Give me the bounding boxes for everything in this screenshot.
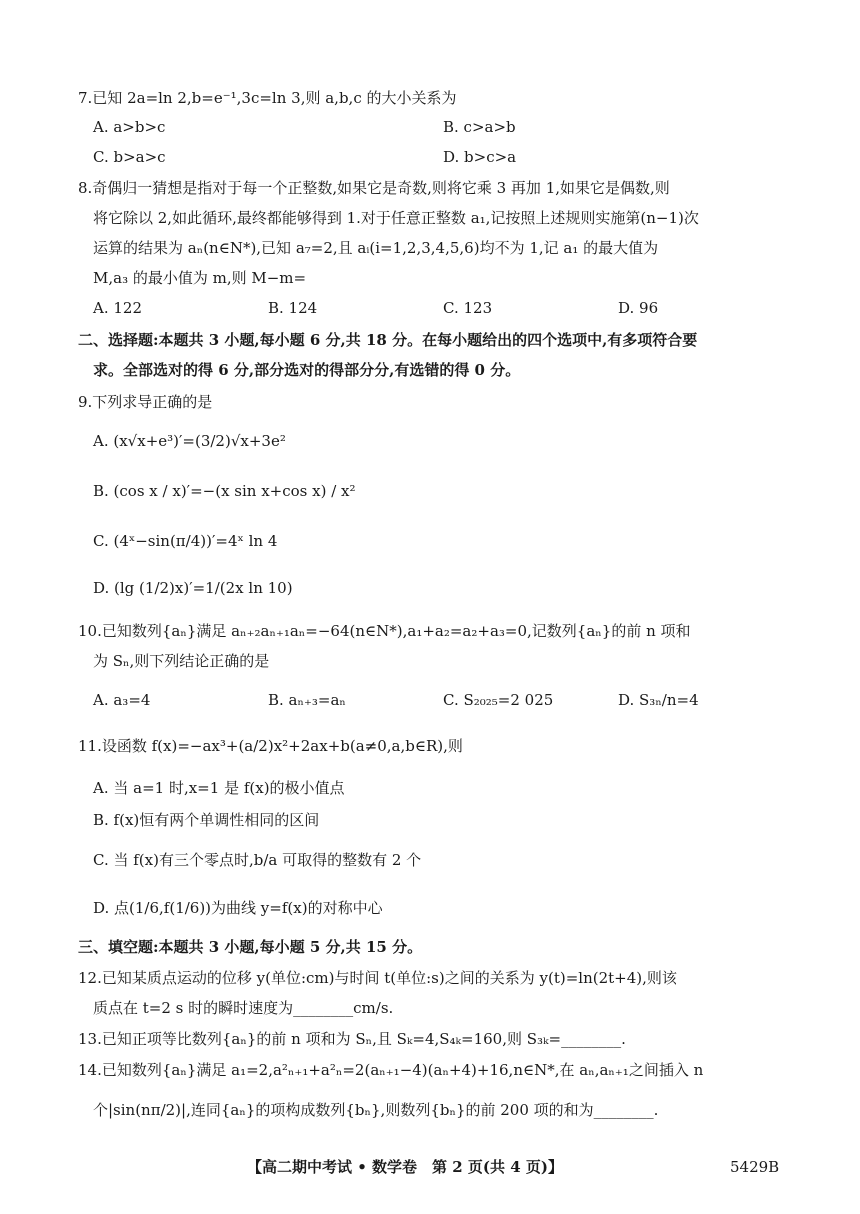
- exam-code: 5429B: [730, 1158, 780, 1176]
- section-2-heading-line-1: 二、选择题:本题共 3 小题,每小题 6 分,共 18 分。在每小题给出的四个选项中,有多项符合要: [78, 331, 698, 349]
- q11-option-b: B. f(x)恒有两个单调性相同的区间: [93, 811, 320, 829]
- q9-option-b: B. (cos x / x)′=−(x sin x+cos x) / x²: [93, 482, 356, 500]
- q8-option-c: C. 123: [443, 299, 493, 317]
- q14-line-2: 个|sin(nπ/2)|,连同{aₙ}的项构成数列{bₙ},则数列{bₙ}的前 200 项的和为________.: [93, 1101, 659, 1119]
- q10-line-1: 10.已知数列{aₙ}满足 aₙ₊₂aₙ₊₁aₙ=−64(n∈N*),a₁+a₂=a₂+a₃=0,记数列{aₙ}的前 n 项和: [78, 622, 691, 640]
- q12-line-2: 质点在 t=2 s 时的瞬时速度为________cm/s.: [93, 999, 394, 1017]
- section-2-heading-line-2: 求。全部选对的得 6 分,部分选对的得部分分,有选错的得 0 分。: [93, 361, 521, 379]
- q11-option-a: A. 当 a=1 时,x=1 是 f(x)的极小值点: [93, 779, 345, 797]
- q7-stem: 7.已知 2a=ln 2,b=e⁻¹,3c=ln 3,则 a,b,c 的大小关系为: [78, 89, 457, 107]
- q10-option-c: C. S₂₀₂₅=2 025: [443, 691, 554, 709]
- q7-option-b: B. c>a>b: [443, 118, 516, 136]
- q11-option-d: D. 点(1/6,f(1/6))为曲线 y=f(x)的对称中心: [93, 899, 383, 917]
- q13-stem: 13.已知正项等比数列{aₙ}的前 n 项和为 Sₙ,且 Sₖ=4,S₄ₖ=160,则 S₃ₖ=________.: [78, 1030, 626, 1048]
- q8-line-2: 将它除以 2,如此循环,最终都能够得到 1.对于任意正整数 a₁,记按照上述规则实施第(n−1)次: [93, 209, 699, 227]
- q12-line-1: 12.已知某质点运动的位移 y(单位:cm)与时间 t(单位:s)之间的关系为 y(t)=ln(2t+4),则该: [78, 969, 677, 987]
- q8-option-d: D. 96: [618, 299, 659, 317]
- q9-option-d: D. (lg (1/2)x)′=1/(2x ln 10): [93, 579, 293, 597]
- q9-stem: 9.下列求导正确的是: [78, 393, 213, 411]
- q8-option-a: A. 122: [93, 299, 142, 317]
- q8-option-b: B. 124: [268, 299, 318, 317]
- q9-option-c: C. (4ˣ−sin(π/4))′=4ˣ ln 4: [93, 532, 278, 550]
- q10-option-b: B. aₙ₊₃=aₙ: [268, 691, 346, 709]
- q10-option-d: D. S₃ₙ/n=4: [618, 691, 699, 709]
- page-footer: 【高二期中考试 • 数学卷 第 2 页(共 4 页)】: [247, 1158, 563, 1176]
- q7-option-c: C. b>a>c: [93, 148, 166, 166]
- q10-option-a: A. a₃=4: [93, 691, 151, 709]
- q14-line-1: 14.已知数列{aₙ}满足 a₁=2,a²ₙ₊₁+a²ₙ=2(aₙ₊₁−4)(aₙ+4)+16,n∈N*,在 aₙ,aₙ₊₁之间插入 n: [78, 1061, 704, 1079]
- q8-line-3: 运算的结果为 aₙ(n∈N*),已知 a₇=2,且 aᵢ(i=1,2,3,4,5,6)均不为 1,记 a₁ 的最大值为: [93, 239, 659, 257]
- q7-option-d: D. b>c>a: [443, 148, 517, 166]
- q11-option-c: C. 当 f(x)有三个零点时,b/a 可取得的整数有 2 个: [93, 851, 422, 869]
- q8-line-1: 8.奇偶归一猜想是指对于每一个正整数,如果它是奇数,则将它乘 3 再加 1,如果它是偶数,则: [78, 179, 670, 197]
- section-3-heading: 三、填空题:本题共 3 小题,每小题 5 分,共 15 分。: [78, 938, 423, 956]
- q9-option-a: A. (x√x+e³)′=(3/2)√x+3e²: [93, 432, 286, 450]
- q10-line-2: 为 Sₙ,则下列结论正确的是: [93, 652, 270, 670]
- q8-line-4: M,a₃ 的最小值为 m,则 M−m=: [93, 269, 307, 287]
- q7-option-a: A. a>b>c: [93, 118, 166, 136]
- q11-stem: 11.设函数 f(x)=−ax³+(a/2)x²+2ax+b(a≠0,a,b∈R),则: [78, 737, 463, 755]
